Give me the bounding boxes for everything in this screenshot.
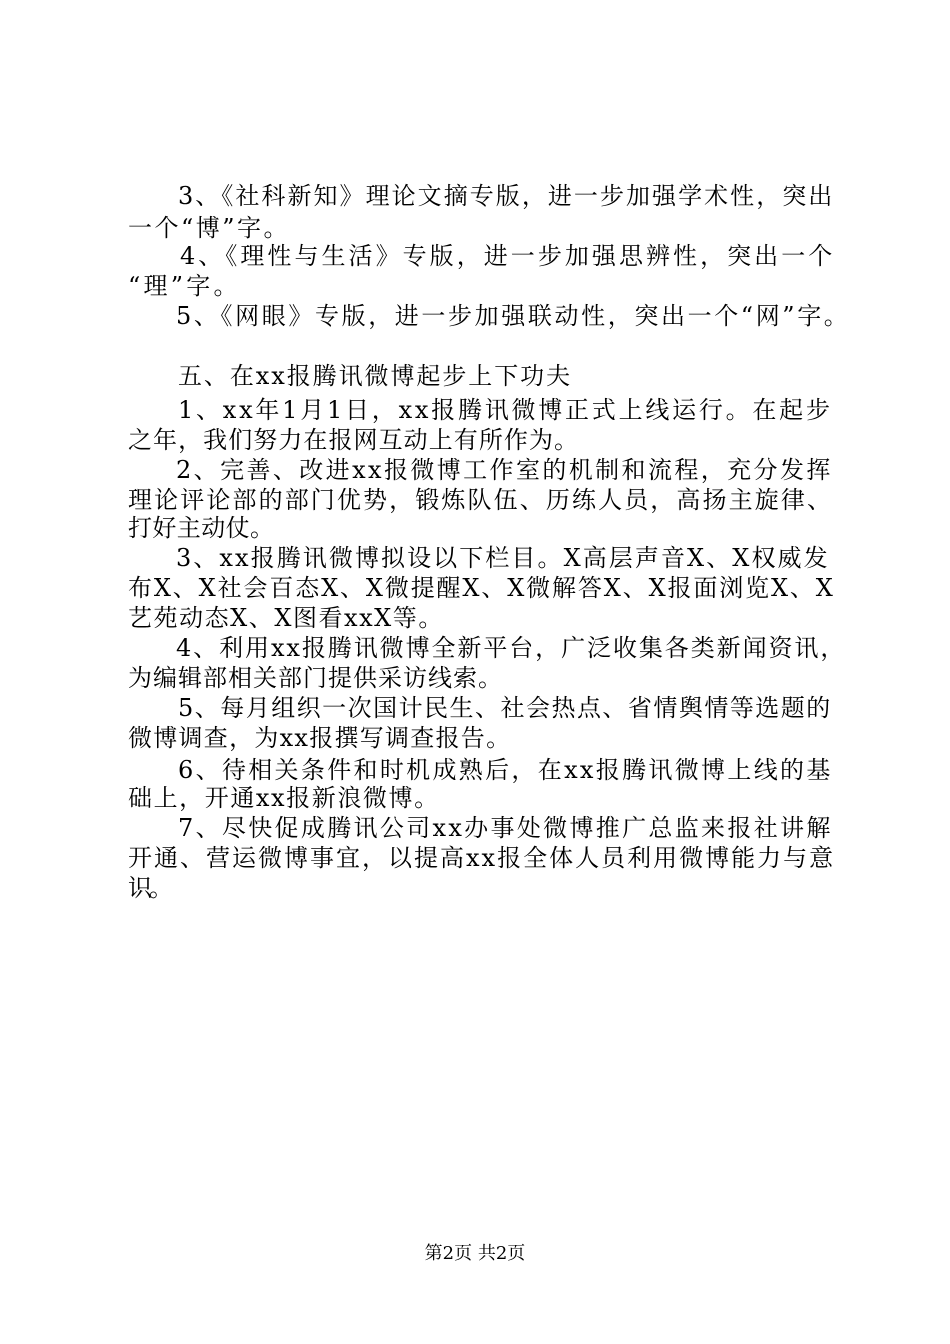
text-line: 5、《网眼》专版，进一步加强联动性，突出一个“网”字。 [176,302,851,330]
text-line: 6、待相关条件和时机成熟后，在xx报腾讯微博上线的基 [178,756,833,784]
text-line: 7、尽快促成腾讯公司xx办事处微博推广总监来报社讲解 [178,814,833,842]
text-line: 4、利用xx报腾讯微博全新平台，广泛收集各类新闻资讯， [176,634,847,662]
text-line: 3、《社科新知》理论文摘专版，进一步加强学术性，突出 [178,182,835,210]
page-number-footer: 第2页 共2页 [424,1243,526,1264]
text-line: 理论评论部的部门优势，锻炼队伍、历练人员，高扬主旋律、 [128,486,834,514]
text-line: 为编辑部相关部门提供采访线索。 [128,664,503,692]
text-line: 识。 [128,874,170,902]
text-line: 开通、营运微博事宜，以提高xx报全体人员利用微博能力与意 [128,844,836,872]
text-line: 4、《理性与生活》专版，进一步加强思辨性，突出一个 [180,242,836,270]
text-line: 一个“博”字。 [128,214,291,242]
text-line: 2、完善、改进xx报微博工作室的机制和流程，充分发挥 [176,456,833,484]
text-line: 础上，开通xx报新浪微博。 [128,784,440,812]
text-line: “理”字。 [128,272,241,300]
text-line: 艺苑动态X、X图看xxX等。 [128,604,444,632]
text-line: 3、xx报腾讯微博拟设以下栏目。X高层声音X、X权威发 [176,544,830,572]
section-heading: 五、在xx报腾讯微博起步上下功夫 [178,362,573,390]
text-line: 1、xx年1月1日，xx报腾讯微博正式上线运行。在起步 [178,396,833,424]
text-line: 5、每月组织一次国计民生、社会热点、省情舆情等选题的 [178,694,832,722]
text-line: 打好主动仗。 [128,514,275,542]
text-line: 布X、X社会百态X、X微提醒X、X微解答X、X报面浏览X、X [128,574,835,602]
text-line: 微博调查，为xx报撰写调查报告。 [128,724,512,752]
text-line: 之年，我们努力在报网互动上有所作为。 [128,426,580,454]
